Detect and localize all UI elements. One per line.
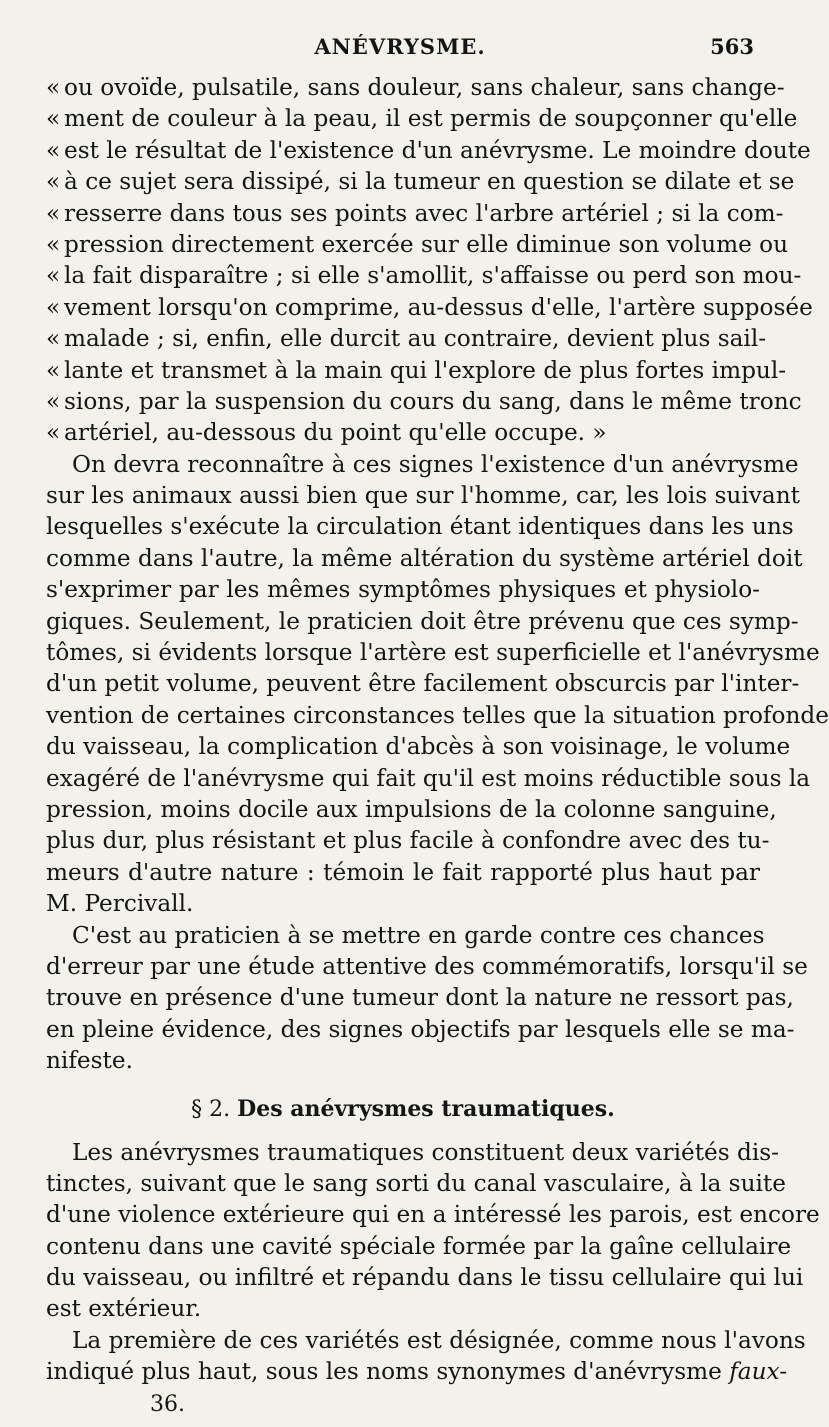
text-line: comme dans l'autre, la même altération du système artériel doit bbox=[46, 544, 803, 572]
paragraph-recognition bbox=[46, 449, 829, 920]
text-line: pression, moins docile aux impulsions de la colonne sanguine, bbox=[46, 795, 777, 823]
text-line: plus dur, plus résistant et plus facile à confondre avec des tu- bbox=[46, 827, 770, 855]
paragraph-caution bbox=[46, 920, 808, 1077]
italic-term: faux- bbox=[729, 1358, 788, 1386]
text-line: « est le résultat de l'existence d'un anévrysme. Le moindre doute bbox=[46, 135, 760, 166]
section-number: § 2. bbox=[191, 1096, 231, 1122]
text-line: « ou ovoïde, pulsatile, sans douleur, sans chaleur, sans change- bbox=[46, 72, 760, 103]
text-line: trouve en présence d'une tumeur dont la nature ne ressort pas, bbox=[46, 984, 794, 1012]
text-line: en pleine évidence, des signes objectifs par lesquels elle se ma- bbox=[46, 1015, 795, 1043]
paragraph-traumatic bbox=[46, 1137, 820, 1325]
text-line: « vement lorsqu'on comprime, au-dessus d'elle, l'artère supposée bbox=[46, 292, 760, 323]
quote-mark: « bbox=[46, 105, 61, 133]
quote-mark: « bbox=[46, 387, 61, 415]
text-line: La première de ces variétés est désignée, comme nous l'avons bbox=[72, 1326, 806, 1354]
text-line: nifeste. bbox=[46, 1047, 133, 1075]
text-line: « resserre dans tous ses points avec l'arbre artériel ; si la com- bbox=[46, 198, 760, 229]
text-line: lesquelles s'exécute la circulation étant identiques dans les uns bbox=[46, 513, 794, 541]
text-line: d'un petit volume, peuvent être facilement obscurcis par l'inter- bbox=[46, 670, 800, 698]
text-line: sur les animaux aussi bien que sur l'homme, car, les lois suivant bbox=[46, 482, 800, 510]
text-line: meurs d'autre nature : témoin le fait rapporté plus haut par bbox=[46, 858, 760, 886]
quote-mark: « bbox=[46, 419, 61, 447]
text-line: contenu dans une cavité spéciale formée par la gaîne cellulaire bbox=[46, 1232, 792, 1260]
text-line: M. Percivall. bbox=[46, 890, 194, 918]
quote-mark: « bbox=[46, 293, 61, 321]
quote-mark: « bbox=[46, 199, 61, 227]
text-line: « la fait disparaître ; si elle s'amollit, s'affaisse ou perd son mou- bbox=[46, 260, 760, 291]
page-number: 563 bbox=[710, 34, 754, 59]
text-line: d'une violence extérieure qui en a intéressé les parois, est encore bbox=[46, 1201, 820, 1229]
quote-mark: « bbox=[46, 74, 61, 101]
text-line: tômes, si évidents lorsque l'artère est superficielle et l'anévrysme bbox=[46, 639, 820, 667]
section-heading bbox=[46, 1085, 760, 1133]
running-title: ANÉVRYSME. bbox=[314, 34, 486, 59]
quote-mark: « bbox=[46, 230, 61, 258]
quote-mark: « bbox=[46, 136, 61, 164]
text-line: « malade ; si, enfin, elle durcit au contraire, devient plus sail- bbox=[46, 323, 760, 354]
quote-mark: « bbox=[46, 168, 61, 196]
page-body bbox=[46, 72, 829, 1388]
section-title: Des anévrysmes traumatiques. bbox=[237, 1095, 615, 1122]
paragraph-first-variety bbox=[46, 1325, 806, 1388]
quote-mark: « bbox=[46, 325, 61, 353]
running-head bbox=[0, 30, 800, 64]
text-line: du vaisseau, la complication d'abcès à son voisinage, le volume bbox=[46, 733, 791, 761]
text-line: d'erreur par une étude attentive des commémoratifs, lorsqu'il se bbox=[46, 952, 808, 980]
text-line: indiqué plus haut, sous les noms synonymes d'anévrysme faux- bbox=[46, 1358, 788, 1386]
text-line: C'est au praticien à se mettre en garde contre ces chances bbox=[72, 921, 765, 949]
text-line: « sions, par la suspension du cours du sang, dans le même tronc bbox=[46, 386, 760, 417]
text-line: exagéré de l'anévrysme qui fait qu'il est moins réductible sous la bbox=[46, 764, 811, 792]
text-line: Les anévrysmes traumatiques constituent deux variétés dis- bbox=[72, 1138, 780, 1166]
quoted-paragraph bbox=[46, 72, 813, 449]
text-line: tinctes, suivant que le sang sorti du canal vasculaire, à la suite bbox=[46, 1169, 786, 1197]
text-line: « lante et transmet à la main qui l'explore de plus fortes impul- bbox=[46, 355, 760, 386]
signature-mark: 36. bbox=[150, 1392, 185, 1417]
quote-mark: « bbox=[46, 356, 61, 384]
text-line: giques. Seulement, le praticien doit être prévenu que ces symp- bbox=[46, 607, 799, 635]
text-line: vention de certaines circonstances telles que la situation profonde bbox=[46, 701, 829, 729]
text-line: « ment de couleur à la peau, il est permis de soupçonner qu'elle bbox=[46, 103, 760, 134]
text-line: « pression directement exercée sur elle diminue son volume ou bbox=[46, 229, 760, 260]
text-line: On devra reconnaître à ces signes l'existence d'un anévrysme bbox=[72, 450, 799, 478]
text-line: « artériel, au-dessous du point qu'elle occupe. » bbox=[46, 417, 760, 448]
quote-mark: « bbox=[46, 262, 61, 290]
text-line: est extérieur. bbox=[46, 1295, 202, 1323]
text-line: s'exprimer par les mêmes symptômes physiques et physiolo- bbox=[46, 576, 760, 604]
text-line: du vaisseau, ou infiltré et répandu dans le tissu cellulaire qui lui bbox=[46, 1264, 804, 1292]
text-line: « à ce sujet sera dissipé, si la tumeur en question se dilate et se bbox=[46, 166, 760, 197]
